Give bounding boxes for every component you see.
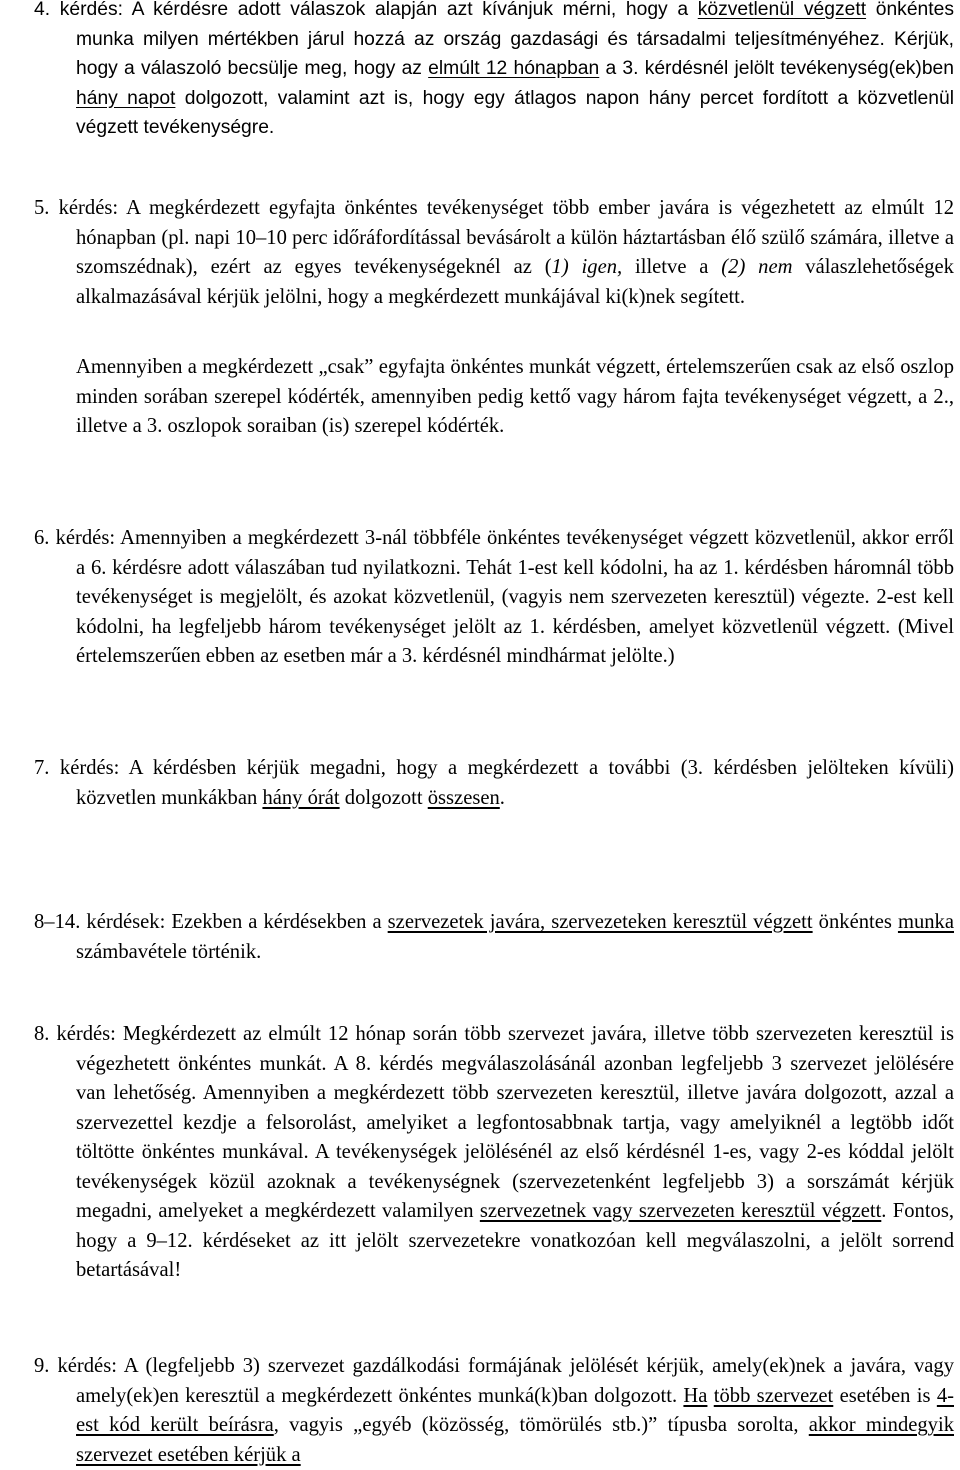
questions-8-14-emphasis-organisations: szervezetek javára, szervezeteken keresztül végzett [387, 911, 813, 933]
question-6-text: kérdés: Amennyiben a megkérdezett 3-nál többféle önkéntes tevékenységet végzett közvetlenül, akkor erről a 6. kérdésre adott válaszában tud nyilatkozni. Tehát 1-est kell kódolni, ha az 1. kérdésben háromnál több tevékenységet is megjelölt, és azokat közvetlenül, (vagyis nem szervezeten keresztül) végezte. 2-est kell kódolni, ha legfeljebb három tevékenységet jelölt az 1. kérdésben, amelyet közvetlenül végzett. (Mivel értelemszerűen ebben az esetben már a 3. kérdésnél mindhármat jelölte.) [55, 527, 954, 667]
questions-8-14-emphasis-work: munka [897, 911, 954, 933]
question-9-emphasis-several: több szervezet [713, 1384, 834, 1407]
question-9-number: 9. [34, 1355, 50, 1377]
question-4-paragraph [34, 0, 954, 143]
question-5-paragraph [34, 194, 954, 312]
question-7-number: 7. [34, 757, 50, 779]
question-4-text: kérdés: A kérdésre adott válaszok alapján azt kívánjuk mérni, hogy a [59, 0, 698, 20]
question-8-text: . Fontos, hogy a 9–12. kérdéseket az itt jelölt szervezetekre vonatkozóan kell megválaszolni, a jelölt sorrend betartásával! [76, 1200, 954, 1281]
question-7-paragraph [34, 754, 954, 813]
question-5-text: kérdés: A megkérdezett egyfajta önkéntes tevékenységet több ember javára is végezhetett az elmúlt 12 hónapban (pl. napi 10–10 perc időráfordítással bevásárolt a külön háztartásban élő szülő számára, illetve a szomszédnak), ezért az egyes tevékenységeknél az ( [58, 197, 954, 278]
question-8-number: 8. [34, 1023, 50, 1045]
question-4-emphasis-period: elmúlt 12 hónapban [428, 58, 600, 79]
question-4-text: a 3. kérdésnél jelölt tevékenység(ek)ben [599, 58, 955, 79]
question-6-number: 6. [34, 527, 50, 549]
question-7-text: . [499, 786, 505, 809]
question-7-text: dolgozott [339, 786, 428, 809]
question-4-emphasis-direct: közvetlenül végzett [697, 0, 867, 20]
question-9-emphasis-code-4: 4-est kód került beírásra [76, 1384, 954, 1436]
questions-8-14-number: 8–14. [34, 911, 81, 933]
question-7-text: kérdés: A kérdésben kérjük megadni, hogy a megkérdezett a további (3. kérdésben jelölteken kívüli) közvetlen munkákban [59, 757, 954, 809]
question-5-text: válaszlehetőségek alkalmazásával kérjük jelölni, hogy a megkérdezett munkájával ki(k)nek segített. [76, 256, 954, 308]
question-9-emphasis-each: akkor mindegyik szervezet esetében kérjük a [76, 1414, 954, 1466]
question-5-number: 5. [34, 197, 50, 219]
question-4-number: 4. [34, 0, 51, 20]
question-4-emphasis-days: hány napot [76, 87, 176, 109]
questions-8-14-text: kérdések: Ezekben a kérdésekben a [86, 911, 388, 933]
question-9-text: , vagyis „egyéb (közösség, tömörülés stb.)” típusba sorolta, [273, 1414, 809, 1436]
question-9-paragraph [34, 1352, 954, 1470]
question-5-option-yes: 1) igen, [551, 256, 623, 278]
question-6-paragraph [34, 524, 954, 672]
question-9-text: esetében is [833, 1384, 937, 1407]
question-8-text: kérdés: Megkérdezett az elmúlt 12 hónap során több szervezet javára, illetve több szervezeten keresztül is végezhetett önkéntes munkát. A 8. kérdés megválaszolásánál azonban legfeljebb 3 szervezet jelölésére van lehetőség. Amennyiben a megkérdezett több szervezeten keresztül, illetve javára dolgozott, azzal a szervezettel kezdje a felsorolást, amelyiket a legfontosabbnak tartja, vagy amelyiknél a legtöbb időt töltötte önkéntes munkával. A tevékenységek jelölésénél az első kérdésnél 1-es, vagy 2-es kóddal jelölt tevékenységek közül azoknak a tevékenységnek (szervezetenként legfeljebb 3) a sorszámát kérjük megadni, amelyeket a megkérdezett valamilyen [56, 1023, 954, 1222]
question-9-text: kérdés: A (legfeljebb 3) szervezet gazdálkodási formájának jelölését kérjük, amely(ek)nek a javára, vagy amely(ek)en keresztül a megkérdezett önkéntes munká(k)ban dolgozott. [57, 1355, 954, 1407]
question-8-paragraph [34, 1020, 954, 1286]
question-7-emphasis-hours: hány órát [262, 786, 340, 809]
question-5-note: Amennyiben a megkérdezett „csak” egyfajta önkéntes munkát végzett, értelemszerűen csak az első oszlop minden sorában szerepel kódérték, amennyiben pedig kettő vagy három fajta tevékenységet végzett, a 2., illetve a 3. oszlopok soraiban (is) szerepel kódérték. [76, 356, 954, 437]
question-8-emphasis-organisation: szervezetnek vagy szervezeten keresztül végzett [479, 1200, 882, 1222]
questions-8-14-paragraph [34, 908, 954, 967]
question-4-text: önkéntes munka milyen mértékben járul hozzá az ország gazdasági és társadalmi teljesítményéhez. Kérjük, hogy a válaszoló becsülje meg, hogy az [76, 0, 954, 79]
questions-8-14-text: önkéntes [812, 911, 898, 933]
question-9-emphasis-if: Ha [683, 1384, 708, 1407]
question-7-emphasis-total: összesen [427, 786, 500, 809]
question-4-text: dolgozott, valamint azt is, hogy egy átlagos napon hány percet fordított a közvetlenül végzett tevékenységre. [76, 87, 955, 138]
question-5-text: illetve a [622, 256, 722, 278]
question-5-option-no: (2) nem [721, 256, 793, 278]
questions-8-14-text: számbavétele történik. [76, 940, 262, 963]
